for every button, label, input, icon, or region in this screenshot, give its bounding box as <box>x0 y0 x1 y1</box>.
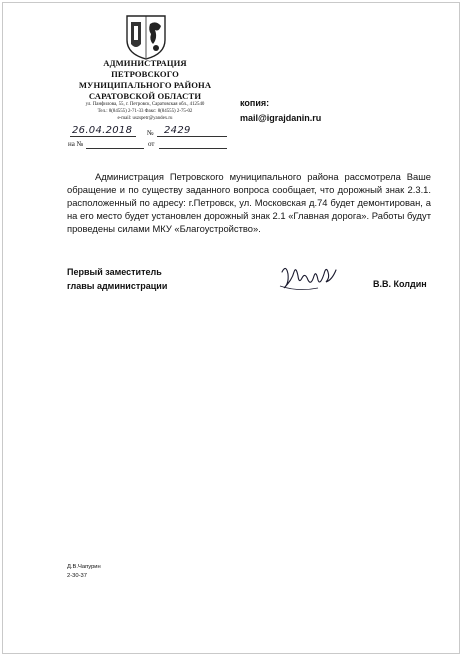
email-line: e-mail: uszspetr@yandex.ru <box>117 116 173 121</box>
organization-title <box>60 58 230 102</box>
organization-address <box>55 101 235 122</box>
number-label: № <box>147 129 154 137</box>
ref-date-label: от <box>148 140 155 148</box>
number-underline <box>157 136 227 137</box>
date-underline <box>70 136 136 137</box>
signer-position <box>67 265 167 293</box>
registration-number: 2429 <box>164 125 191 136</box>
org-title-line: САРАТОВСКОЙ ОБЛАСТИ <box>88 91 202 101</box>
copy-recipient <box>240 96 321 126</box>
registration-date: 26.04.2018 <box>72 125 133 136</box>
letter-body: Администрация Петровского муниципального района рассмотрела Ваше обращение и по существу заданного вопроса сообщает, что дорожный знак 2.3.1. расположенный по адресу: г.Петровск, ул. Московская д.74 будет демонтирован, а на его место будет установлен дорожный знак 2.1 «Главная дорога». Работы будут проведены силами МКУ «Благоустройство». <box>67 171 431 234</box>
executor-info <box>67 563 101 581</box>
copy-email: mail@igrajdanin.ru <box>240 113 322 123</box>
executor-name: Д.В.Чапурин <box>67 564 101 570</box>
handwritten-signature <box>278 258 338 298</box>
signer-name: В.В. Колдин <box>373 279 427 289</box>
phone-fax-line: Тел.: 8(84555) 2-71-33 Факс: 8(84555) 2-75-02 <box>97 109 193 114</box>
org-title-line: ПЕТРОВСКОГО <box>111 69 179 79</box>
signer-title-line: Первый заместитель <box>67 267 162 277</box>
org-title-line: АДМИНИСТРАЦИЯ <box>103 58 187 68</box>
address-line: ул. Панфилова, 55, г. Петровск, Саратовская обл., 412540 <box>85 102 205 107</box>
ref-date-underline <box>159 148 227 149</box>
executor-phone: 2-30-37 <box>67 573 87 579</box>
ref-number-label: на № <box>68 140 84 148</box>
ref-number-underline <box>86 148 144 149</box>
org-title-line: МУНИЦИПАЛЬНОГО РАЙОНА <box>78 80 212 90</box>
coat-of-arms-icon <box>125 14 167 60</box>
copy-label: копия: <box>240 98 270 108</box>
signer-title-line: главы администрации <box>67 281 168 291</box>
